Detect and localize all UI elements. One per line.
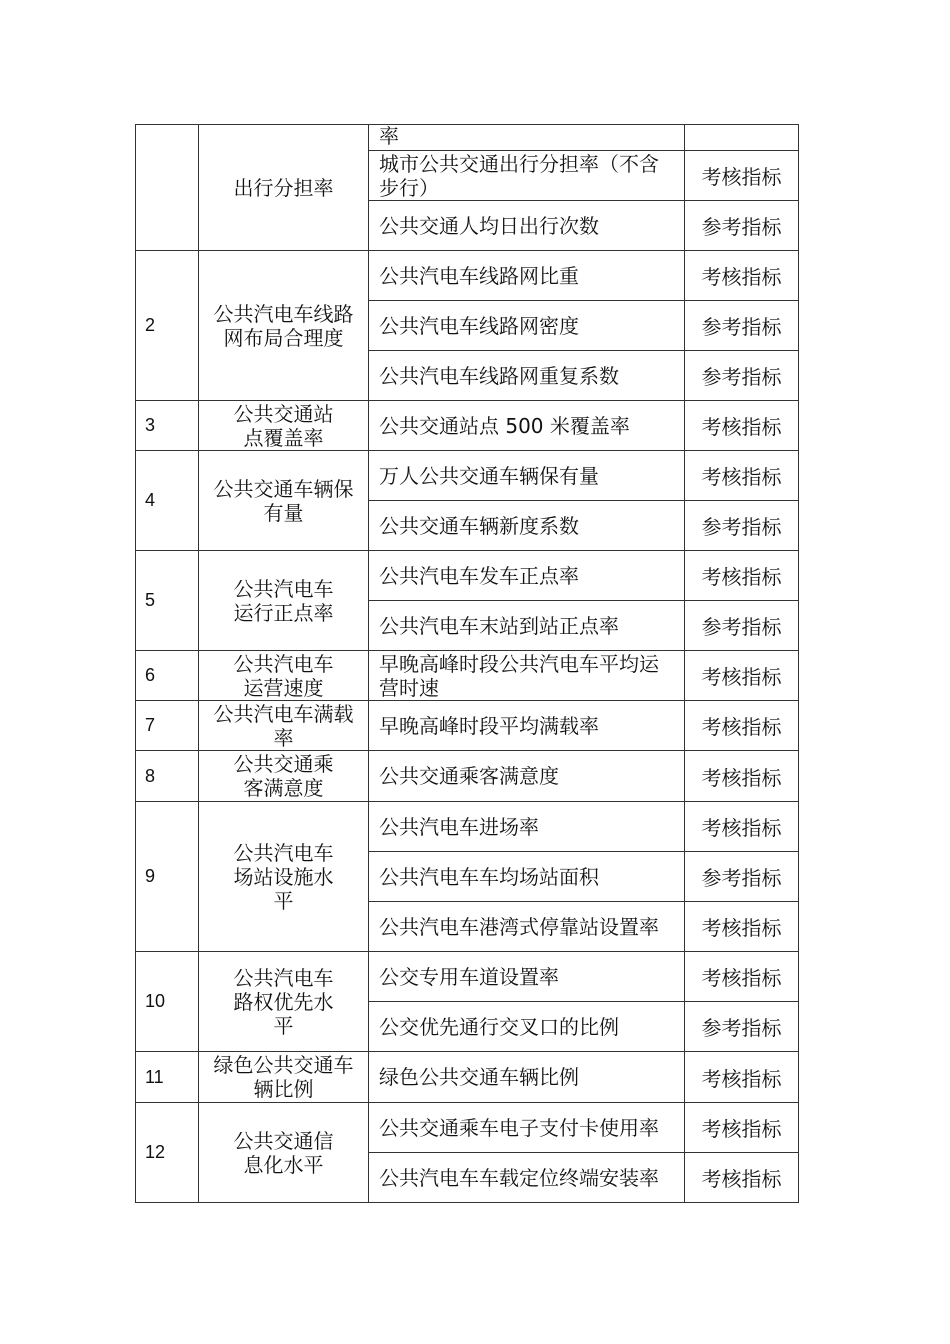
indicator-type: 考核指标 <box>685 151 799 201</box>
table-row <box>136 751 799 802</box>
indicator-type: 参考指标 <box>685 852 799 902</box>
indicator-type: 参考指标 <box>685 351 799 401</box>
row-number: 2 <box>136 251 199 401</box>
indicator-type: 参考指标 <box>685 601 799 651</box>
indicator-type: 考核指标 <box>685 1153 799 1203</box>
row-number: 9 <box>136 802 199 952</box>
category-label: 公共汽电车运营速度 <box>233 651 334 700</box>
indicator-name: 早晚高峰时段平均满载率 <box>369 701 685 751</box>
category-label: 公共交通车辆保有量 <box>213 476 354 525</box>
indicator-type: 考核指标 <box>685 551 799 601</box>
indicator-name: 公共汽电车末站到站正点率 <box>369 601 685 651</box>
indicator-name: 公共汽电车港湾式停靠站设置率 <box>369 902 685 952</box>
category-cell <box>199 751 369 802</box>
category-cell <box>199 401 369 451</box>
indicator-name: 早晚高峰时段公共汽电车平均运营时速 <box>369 651 685 701</box>
indicator-name: 公共汽电车发车正点率 <box>369 551 685 601</box>
table-row <box>136 701 799 751</box>
row-number: 6 <box>136 651 199 701</box>
category-label: 绿色公共交通车辆比例 <box>213 1053 354 1101</box>
indicator-type: 考核指标 <box>685 902 799 952</box>
indicator-name: 公共汽电车线路网密度 <box>369 301 685 351</box>
indicator-name: 城市公共交通出行分担率（不含步行） <box>369 151 685 201</box>
indicator-type: 考核指标 <box>685 952 799 1002</box>
category-label: 公共汽电车场站设施水平 <box>233 840 334 913</box>
indicator-type: 参考指标 <box>685 201 799 251</box>
row-number: 4 <box>136 451 199 551</box>
category-label: 公共汽电车运行正点率 <box>233 576 334 625</box>
table-row <box>136 551 799 601</box>
indicator-type: 考核指标 <box>685 251 799 301</box>
row-number: 5 <box>136 551 199 651</box>
category-cell <box>199 651 369 701</box>
indicator-table-body <box>136 125 799 1203</box>
indicator-name: 公共汽电车线路网比重 <box>369 251 685 301</box>
category-cell <box>199 451 369 551</box>
indicator-type: 考核指标 <box>685 802 799 852</box>
table-row <box>136 1052 799 1103</box>
indicator-name: 率 <box>369 125 685 151</box>
row-number: 11 <box>136 1052 199 1103</box>
indicator-name: 公共汽电车进场率 <box>369 802 685 852</box>
indicator-name: 公交专用车道设置率 <box>369 952 685 1002</box>
category-label: 公共交通信息化水平 <box>233 1128 334 1177</box>
category-cell <box>199 251 369 401</box>
indicator-table <box>135 124 799 1203</box>
category-cell <box>199 1052 369 1103</box>
category-label: 公共汽电车线路网布局合理度 <box>213 301 354 350</box>
indicator-name: 公共交通车辆新度系数 <box>369 501 685 551</box>
row-number: 3 <box>136 401 199 451</box>
indicator-name: 万人公共交通车辆保有量 <box>369 451 685 501</box>
category-cell <box>199 551 369 651</box>
category-label: 公共汽电车路权优先水平 <box>233 965 334 1038</box>
indicator-name: 公交优先通行交叉口的比例 <box>369 1002 685 1052</box>
indicator-type: 参考指标 <box>685 301 799 351</box>
row-number: 12 <box>136 1103 199 1203</box>
table-row <box>136 401 799 451</box>
category-cell <box>199 1103 369 1203</box>
indicator-type: 考核指标 <box>685 1052 799 1103</box>
indicator-type: 参考指标 <box>685 501 799 551</box>
table-row <box>136 802 799 852</box>
indicator-name: 公共交通乘车电子支付卡使用率 <box>369 1103 685 1153</box>
category-cell <box>199 952 369 1052</box>
indicator-name: 公共交通站点 500 米覆盖率 <box>369 401 685 451</box>
category-cell <box>199 125 369 251</box>
indicator-type: 考核指标 <box>685 751 799 802</box>
category-cell <box>199 802 369 952</box>
row-number: 7 <box>136 701 199 751</box>
category-label: 公共汽电车满载率 <box>213 701 354 750</box>
row-number: 8 <box>136 751 199 802</box>
indicator-name: 公共交通人均日出行次数 <box>369 201 685 251</box>
indicator-name: 绿色公共交通车辆比例 <box>369 1052 685 1103</box>
row-number: 10 <box>136 952 199 1052</box>
indicator-type: 考核指标 <box>685 451 799 501</box>
row-number <box>136 125 199 251</box>
table-row <box>136 651 799 701</box>
indicator-type: 考核指标 <box>685 401 799 451</box>
indicator-type: 考核指标 <box>685 701 799 751</box>
indicator-type: 考核指标 <box>685 1103 799 1153</box>
category-label: 公共交通站点覆盖率 <box>233 401 334 450</box>
indicator-name: 公共汽电车车均场站面积 <box>369 852 685 902</box>
table-row <box>136 451 799 501</box>
category-label: 公共交通乘客满意度 <box>233 752 334 800</box>
table-row <box>136 952 799 1002</box>
category-cell <box>199 701 369 751</box>
indicator-type <box>685 125 799 151</box>
indicator-type: 考核指标 <box>685 651 799 701</box>
indicator-name: 公共交通乘客满意度 <box>369 751 685 802</box>
indicator-name: 公共汽电车车载定位终端安装率 <box>369 1153 685 1203</box>
table-row <box>136 125 799 151</box>
indicator-type: 参考指标 <box>685 1002 799 1052</box>
table-row <box>136 251 799 301</box>
indicator-name: 公共汽电车线路网重复系数 <box>369 351 685 401</box>
table-row <box>136 1103 799 1153</box>
category-label: 出行分担率 <box>233 175 334 200</box>
